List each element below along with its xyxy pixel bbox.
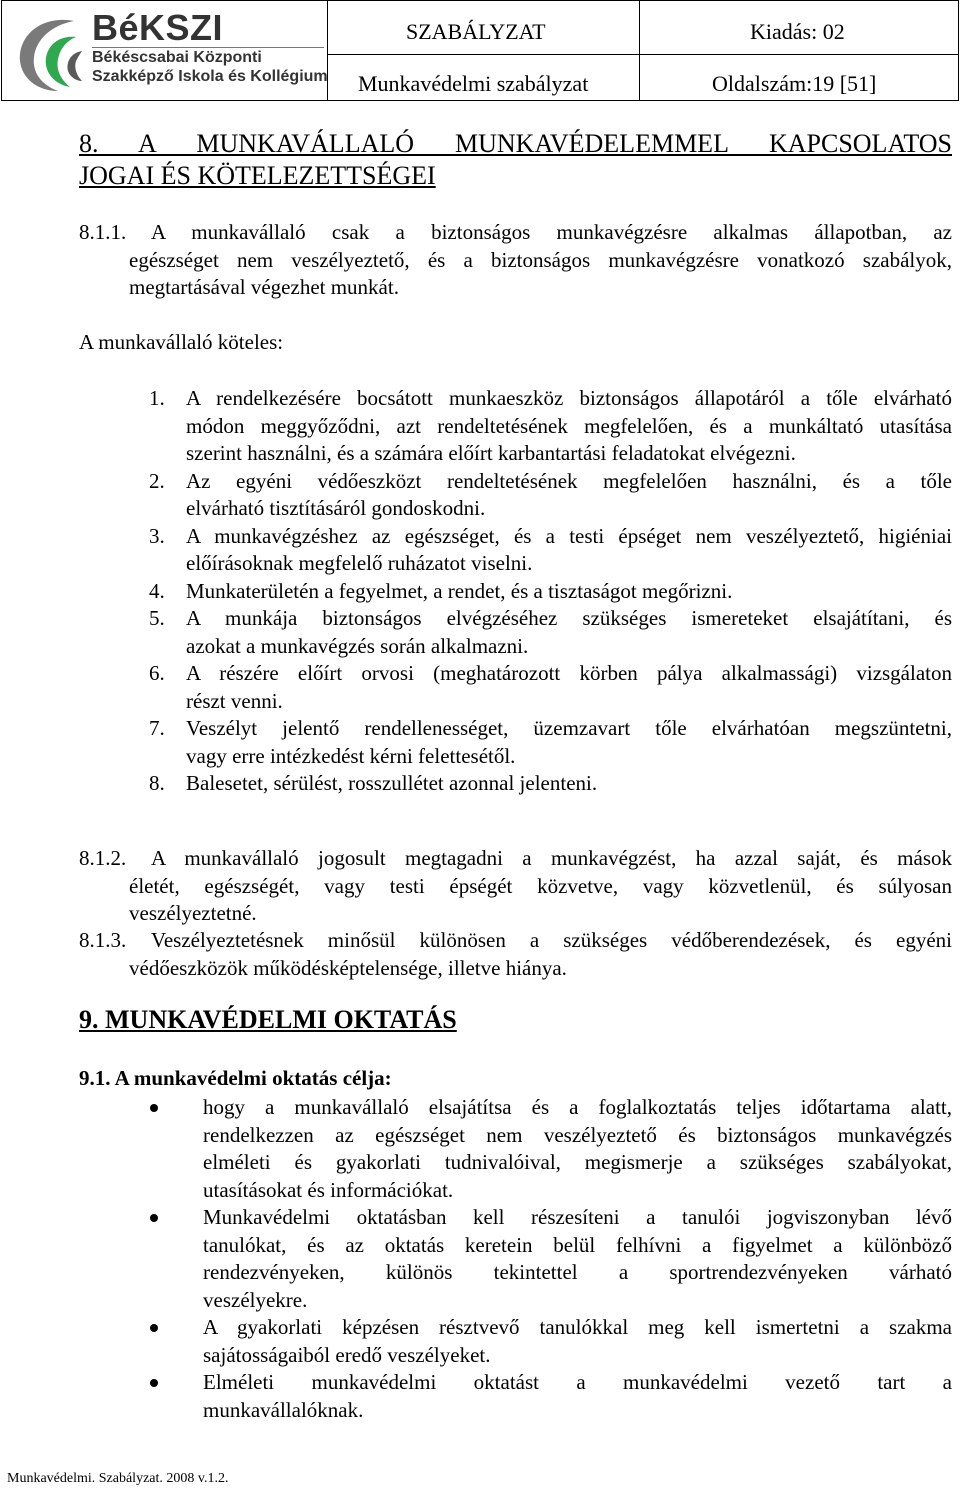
paragraph-number-813: 8.1.3. — [79, 928, 127, 952]
obligation-text — [186, 578, 952, 606]
text-line: A rendelkezésére bocsátott munkaeszköz biztonságos állapotáról a tőle elvárható — [186, 386, 952, 410]
text-line: A munkája biztonságos elvégzéséhez szükséges ismereteket elsajátítani, és — [186, 606, 952, 630]
doc-type: SZABÁLYZAT — [406, 19, 546, 44]
text-line: tanulókat, és az oktatás keretein belül felhívni a figyelmet a különböző — [203, 1232, 952, 1257]
logo-subtitle-line-2: Szakképző Iskola és Kollégium — [92, 68, 328, 85]
obligation-text — [186, 523, 952, 578]
paragraph-number-811: 8.1.1. — [79, 220, 127, 244]
paragraph-811-first — [151, 219, 952, 247]
paragraph-812-first — [151, 845, 952, 873]
logo-rule — [92, 47, 324, 48]
text-line: sajátosságaiból eredő veszélyeket. — [203, 1342, 491, 1367]
section-91-subheading: 9.1. A munkavédelmi oktatás célja: — [79, 1066, 392, 1090]
paragraph-number-812: 8.1.2. — [79, 846, 127, 870]
doc-name: Munkavédelmi szabályzat — [358, 71, 589, 96]
text-line: megtartásával végezhet munkát. — [129, 275, 399, 299]
bullet-text — [203, 1369, 952, 1424]
section-9-heading: 9. MUNKAVÉDELMI OKTATÁS — [79, 1005, 457, 1034]
logo-swoosh-icon — [12, 7, 88, 93]
document-header — [1, 0, 959, 101]
bullet-text — [203, 1314, 952, 1369]
text-line: módon meggyőződni, azt rendeltetésének megfelelően, és a munkáltató utasítása — [186, 413, 952, 438]
text-line: előírásoknak megfelelő ruházatot viselni. — [186, 551, 533, 575]
heading-line-2-text: JOGAI ÉS KÖTELEZETTSÉGEI — [79, 161, 436, 190]
text-line: vagy erre intézkedést kérni felettesétől. — [186, 743, 516, 768]
obligations-intro: A munkavállaló köteles: — [79, 330, 284, 354]
bullet-text — [203, 1094, 952, 1204]
text-line: Az egyéni védőeszközt rendeltetésének megfelelően használni, és a tőle — [186, 468, 952, 493]
edition: Kiadás: 02 — [750, 19, 845, 44]
paragraph-812-rest — [129, 873, 952, 928]
header-divider — [328, 54, 958, 55]
text-line: rendelkezzen az egészséget nem veszélyeztető és biztonságos munkavégzés — [203, 1122, 952, 1147]
heading-line — [79, 128, 952, 160]
obligation-text — [186, 605, 952, 660]
header-divider — [639, 1, 640, 100]
text-line: részt venni. — [186, 688, 283, 713]
obligation-text — [186, 468, 952, 523]
text-line: utasításokat és információkat. — [203, 1177, 454, 1202]
text-line: szerint használni, és a számára előírt karbantartási feladatokat elvégezni. — [186, 441, 796, 465]
text-line: Veszélyeztetésnek minősül különösen a szükséges védőberendezések, és egyéni — [151, 928, 952, 952]
text-line: munkavállalóknak. — [203, 1397, 364, 1422]
text-line: veszélyeztetné. — [129, 901, 257, 925]
obligation-text — [186, 385, 952, 468]
text-line: Munkaterületén a fegyelmet, a rendet, és a tisztaságot megőrizni. — [186, 578, 733, 603]
bullet-icon — [150, 1104, 158, 1112]
obligation-number: 5. — [149, 606, 165, 630]
text-line: rendezvényeken, különös tekintettel a sportrendezvényeken várható — [203, 1260, 952, 1284]
text-line: A munkavégzéshez az egészséget, és a testi épséget nem veszélyeztető, higiéniai — [186, 523, 952, 548]
section-8-heading — [79, 128, 952, 192]
obligation-text — [186, 660, 952, 715]
text-line: Balesetet, sérülést, rosszullétet azonnal jelenteni. — [186, 771, 598, 795]
paragraph-813-rest — [129, 955, 952, 983]
obligation-number: 8. — [149, 771, 165, 795]
bullet-icon — [150, 1379, 158, 1387]
page-footer: Munkavédelmi. Szabályzat. 2008 v.1.2. — [7, 1471, 229, 1486]
text-line: A gyakorlati képzésen résztvevő tanulókkal meg kell ismertetni a szakma — [203, 1315, 952, 1339]
text-line: egészséget nem veszélyeztető, és a biztonságos munkavégzésre vonatkozó szabályok, — [129, 247, 952, 272]
text-line: A részére előírt orvosi (meghatározott körben pálya alkalmassági) vizsgálaton — [186, 661, 952, 685]
text-line: életét, egészségét, vagy testi épségét közvetve, vagy közvetlenül, és súlyosan — [129, 873, 952, 898]
page-number: Oldalszám:19 [51] — [712, 71, 877, 96]
paragraph-811-rest — [129, 247, 952, 302]
text-line: védőeszközök működésképtelensége, illetve hiánya. — [129, 955, 567, 980]
text-line: Munkavédelmi oktatásban kell részesíteni a tanulói jogviszonyban lévő — [203, 1205, 952, 1229]
heading-line — [79, 160, 952, 192]
obligation-number: 4. — [149, 578, 165, 603]
text-line: elvárható tisztításáról gondoskodni. — [186, 496, 486, 520]
logo-subtitle-line-1: Békéscsabai Központi — [92, 49, 262, 66]
paragraph-813-first — [151, 927, 952, 955]
text-line: azokat a munkavégzés során alkalmazni. — [186, 633, 529, 658]
logo-title: BéKSZI — [92, 7, 224, 48]
heading-line-1-text: 8. A MUNKAVÁLLALÓ MUNKAVÉDELEMMEL KAPCSOLATOS — [79, 129, 952, 158]
text-line: Elméleti munkavédelmi oktatást a munkavédelmi vezető tart a — [203, 1370, 952, 1394]
text-line: veszélyekre. — [203, 1287, 308, 1312]
obligation-number: 6. — [149, 661, 165, 685]
text-line: hogy a munkavállaló elsajátítsa és a foglalkoztatás teljes időtartama alatt, — [203, 1095, 952, 1119]
obligation-number: 2. — [149, 468, 165, 493]
obligation-text — [186, 770, 952, 798]
obligation-number: 3. — [149, 523, 165, 548]
bullet-icon — [150, 1214, 158, 1222]
text-line: A munkavállaló csak a biztonságos munkavégzésre alkalmas állapotban, az — [151, 220, 952, 244]
school-logo — [12, 5, 328, 93]
text-line: elméleti és gyakorlati tudnivalóival, megismerje a szükséges szabályokat, — [203, 1150, 952, 1174]
text-line: Veszélyt jelentő rendellenességet, üzemzavart tőle elvárhatóan megszüntetni, — [186, 716, 952, 740]
text-line: A munkavállaló jogosult megtagadni a munkavégzést, ha azzal saját, és mások — [151, 846, 952, 870]
bullet-icon — [150, 1324, 158, 1332]
bullet-text — [203, 1204, 952, 1314]
obligation-number: 7. — [149, 716, 165, 740]
obligation-text — [186, 715, 952, 770]
obligation-number: 1. — [149, 386, 165, 410]
